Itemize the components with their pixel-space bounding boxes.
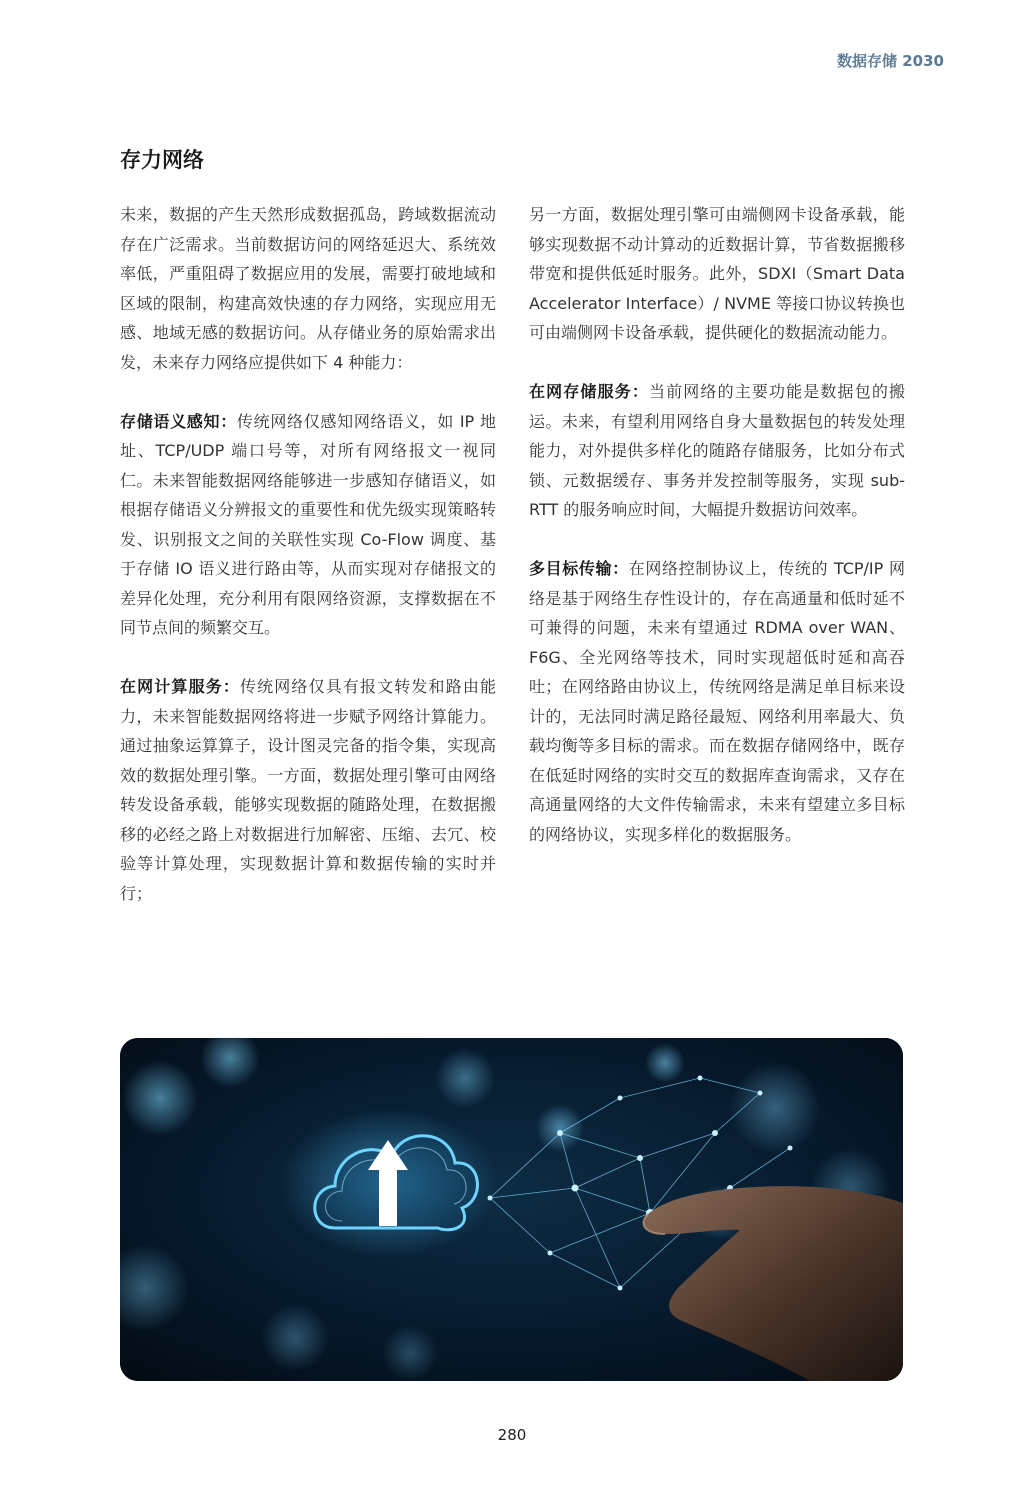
in-network-compute-paragraph [120,672,496,908]
in-network-compute-text: 传统网络仅具有报文转发和路由能力，未来智能数据网络将进一步赋予网络计算能力。通过抽象运算算子，设计图灵完备的指令集，实现高效的数据处理引擎。一方面，数据处理引擎可由网络转发设备承载，能够实现数据的随路处理，在数据搬移的必经之路上对数据进行加解密、压缩、去冗、校验等计算处理，实现数据计算和数据传输的实时并行； [120,677,496,903]
storage-semantic-paragraph [120,407,496,643]
page-number: 280 [497,1426,527,1444]
cloud-upload-icon [278,1108,498,1258]
storage-semantic-term: 存储语义感知： [120,411,237,431]
in-network-storage-term: 在网存储服务： [529,382,649,401]
in-network-storage-paragraph [529,377,905,525]
multi-target-text: 在网络控制协议上，传统的 TCP/IP 网络是基于网络生存性设计的，存在高通量和低时延不可兼得的问题，未来有望通过 RDMA over WAN、F6G、全光网络等技术，同时实现超低时延和高吞吐；在网络路由协议上，传统网络是满足单目标来设计的，无法同时满足路径最短、网络利用率最大、负载均衡等多目标的需求。而在数据存储网络中，既存在低延时网络的实时交互的数据库查询需求，又存在高通量网络的大文件传输需求，未来有望建立多目标的网络协议，实现多样化的数据服务。 [529,559,905,844]
left-column [120,200,496,908]
continuation-paragraph: 另一方面，数据处理引擎可由端侧网卡设备承载，能够实现数据不动计算动的近数据计算，节省数据搬移带宽和提供低延时服务。此外，SDXI（Smart Data Accelerator Interface）/ NVME 等接口协议转换也可由端侧网卡设备承载，提供硬化的数据流动能力。 [529,205,905,342]
multi-target-term: 多目标传输： [529,559,629,578]
running-header: 数据存储 2030 [837,52,944,70]
section-title: 存力网络 [120,148,204,172]
right-column [529,200,905,849]
in-network-storage-text: 当前网络的主要功能是数据包的搬运。未来，有望利用网络自身大量数据包的转发处理能力，对外提供多样化的随路存储服务，比如分布式锁、元数据缓存、事务并发控制等服务，实现 sub-RTT 的服务响应时间，大幅提升数据访问效率。 [529,382,905,519]
in-network-compute-term: 在网计算服务： [120,677,240,696]
multi-target-paragraph [529,554,905,849]
cloud-network-illustration [120,1038,903,1381]
storage-semantic-text: 传统网络仅感知网络语义，如 IP 地址、TCP/UDP 端口号等，对所有网络报文一视同仁。未来智能数据网络能够进一步感知存储语义，如根据存储语义分辨报文的重要性和优先级实现策略转发、识别报文之间的关联性实现 Co-Flow 调度、基于存储 IO 语义进行路由等，从而实现对存储报文的差异化处理，充分利用有限网络资源，支撑数据在不同节点间的频繁交互。 [120,411,496,637]
intro-paragraph: 未来，数据的产生天然形成数据孤岛，跨域数据流动存在广泛需求。当前数据访问的网络延迟大、系统效率低，严重阻碍了数据应用的发展，需要打破地域和区域的限制，构建高效快速的存力网络，实现应用无感、地域无感的数据访问。从存储业务的原始需求出发，未来存力网络应提供如下 4 种能力： [120,205,496,372]
